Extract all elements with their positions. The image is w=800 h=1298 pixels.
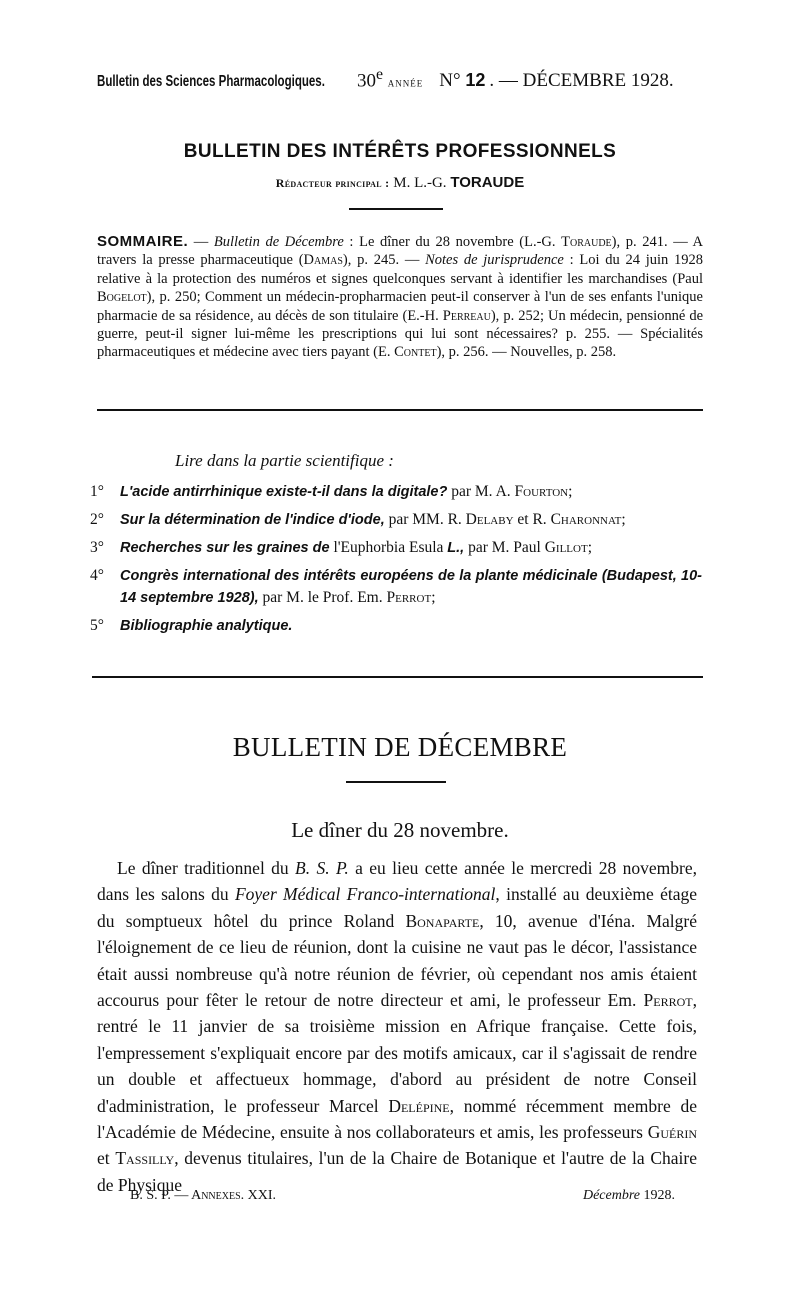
- page-footer: [130, 1188, 675, 1204]
- toc-divider: [92, 676, 703, 678]
- lire-heading: Lire dans la partie scientifique :: [175, 451, 394, 470]
- volume-year: 30e année: [357, 66, 424, 92]
- section-divider: [346, 781, 446, 783]
- footer-right: Décembre 1928.: [582, 1188, 675, 1203]
- toc-item: 2° Sur la détermination de l'indice d'iode, par MM. R. Delaby et R. Charonnat;: [90, 511, 626, 528]
- header-divider: [349, 208, 443, 210]
- toc-item: 3° Recherches sur les graines de l'Euphorbia Esula L., par M. Paul Gillot;: [90, 539, 593, 556]
- issue-date: . — DÉCEMBRE 1928.: [489, 70, 674, 92]
- toc-item: 1° L'acide antirrhinique existe-t-il dans la digitale? par M. A. Fourton;: [90, 483, 573, 500]
- article-title: Le dîner du 28 novembre.: [291, 818, 509, 842]
- section-title: BULLETIN DE DÉCEMBRE: [232, 732, 568, 762]
- issue-number: N° 12: [439, 70, 486, 92]
- sommaire-paragraph: SOMMAIRE. — Bulletin de Décembre : Le dîner du 28 novembre (L.-G. Toraude), p. 241. — A travers la presse pharmaceutique (Damas), p. 245. — Notes de jurisprudence : Loi du 24 juin 1928 relative à la protection des numéros et signes quelconques servant à identifier les marchandises (Paul Bogelot), p. 250; Comment un médecin-propharmacien peut-il conserver à l'un de ses enfants l'unique pharmacie de sa résidence, au décès de son titulaire (E.-H. Perreau), p. 252; Un médecin, pensionné de guerre, peut-il signer lui-même les prescriptions qui lui sont nécessaires? p. 255. — Spécialités pharmaceutiques et médecine avec tiers payant (E. Contet), p. 256. — Nouvelles, p. 258.: [97, 233, 704, 361]
- bulletin-title: BULLETIN DES INTÉRÊTS PROFESSIONNELS: [183, 141, 617, 162]
- redacteur-line: Rédacteur principal : M. L.-G. TORAUDE: [275, 174, 525, 191]
- running-head: [97, 66, 700, 92]
- scientific-toc: [90, 481, 702, 643]
- article-body: Le dîner traditionnel du B. S. P. a eu lieu cette année le mercredi 28 novembre, dans les salons du Foyer Médical Franco-international, installé au deuxième étage du somptueux hôtel du prince Roland Bonaparte, 10, avenue d'Iéna. Malgré l'éloignement de ce lieu de réunion, dont la cuisine ne vaut pas le décor, l'assistance était aussi nombreuse qu'à notre réunion de février, où cependant nos amis étaient accourus pour fêter le retour de notre directeur et ami, le professeur Em. Perrot, rentré le 11 janvier de sa troisième mission en Afrique française. Cette fois, l'empressement s'expliquait encore par des motifs amicaux, car il s'agissait de rendre un double et affectueux hommage, d'abord au président de notre Conseil d'administration, le professeur Marcel Delépine, nommé récemment membre de l'Académie de Médecine, ensuite à nos collaborateurs et amis, les professeurs Guérin et Tassilly, devenus titulaires, l'un de la Chaire de Botanique et l'autre de la Chaire de Physique: [97, 858, 697, 1195]
- sommaire-divider: [97, 409, 703, 411]
- toc-item: 5° Bibliographie analytique.: [90, 617, 293, 634]
- footer-left: B. S. P. — Annexes. XXI.: [130, 1188, 277, 1203]
- journal-name: Bulletin des Sciences Pharmacologiques.: [97, 73, 325, 91]
- toc-item: 4° Congrès international des intérêts européens de la plante médicinale (Budapest, 10-14 septembre 1928), par M. le Prof. Em. Perrot;: [90, 567, 702, 606]
